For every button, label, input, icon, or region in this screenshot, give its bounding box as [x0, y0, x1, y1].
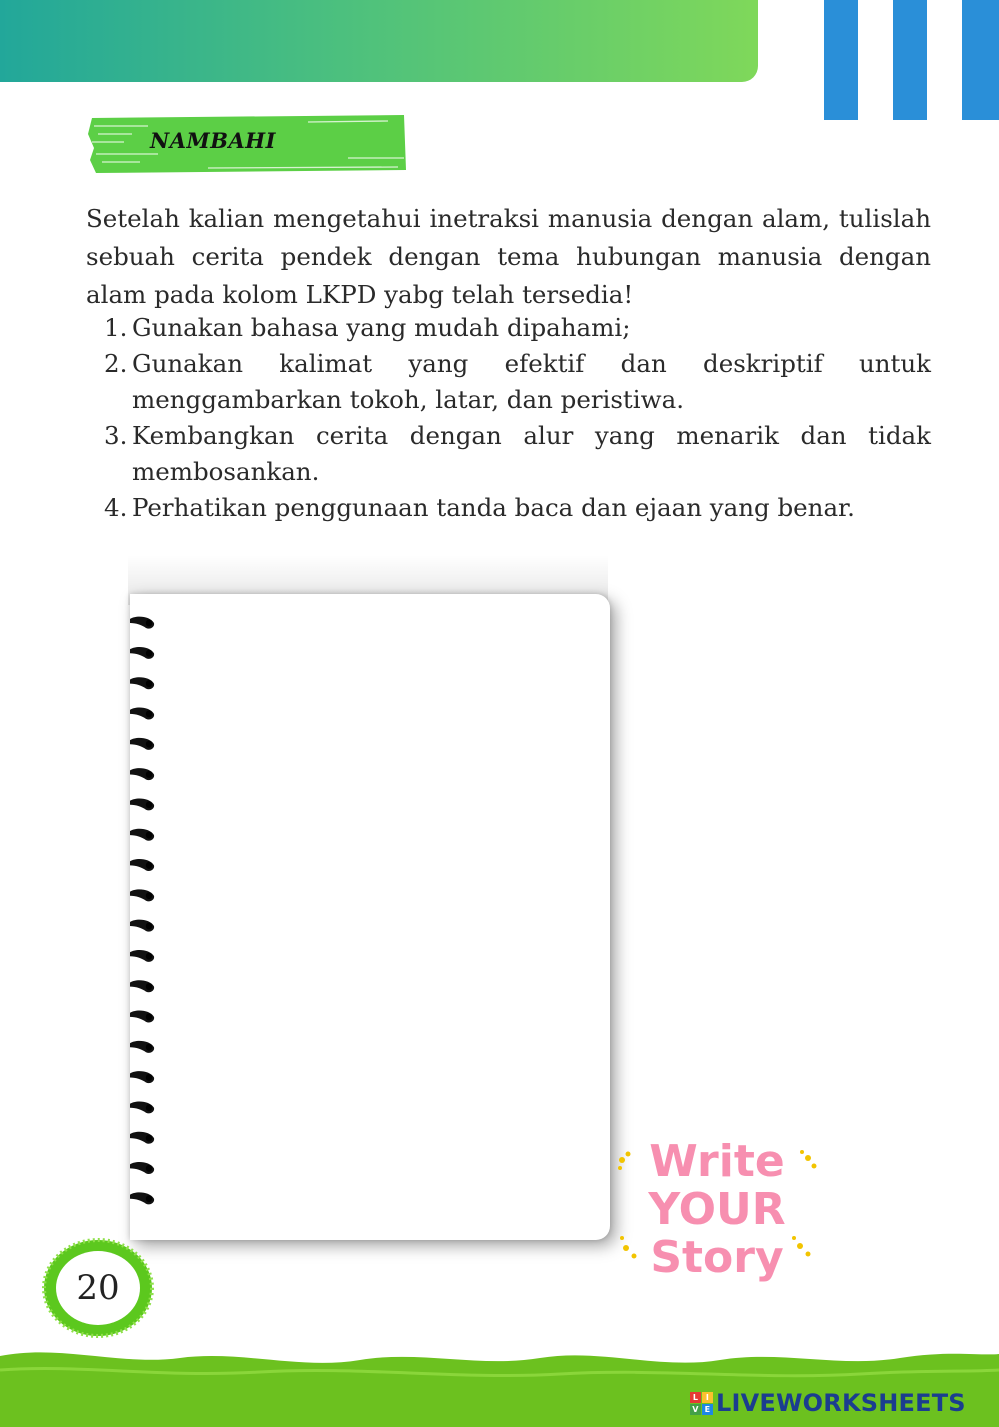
spiral-ring-icon — [130, 617, 154, 629]
spiral-ring-icon — [130, 1132, 154, 1144]
sticker-line-1: Write — [649, 1136, 785, 1187]
sticker-line-2: YOUR — [648, 1184, 786, 1235]
spiral-ring-icon — [130, 677, 154, 689]
spiral-ring-icon — [130, 768, 154, 780]
list-text: Kembangkan cerita dengan alur yang menarik dan tidak membosankan. — [132, 421, 931, 486]
spiral-ring-icon — [130, 1101, 154, 1113]
spiral-ring-icon — [130, 950, 154, 962]
spiral-ring-icon — [130, 738, 154, 750]
list-item — [100, 310, 931, 346]
spiral-ring-icon — [130, 889, 154, 901]
header-band — [0, 0, 758, 82]
spiral-ring-icon — [130, 708, 154, 720]
list-number: 3. — [104, 421, 128, 450]
spiral-binding-icon — [128, 612, 160, 1212]
list-number: 1. — [104, 313, 128, 342]
spiral-ring-icon — [130, 920, 154, 932]
list-item — [100, 346, 931, 418]
spiral-ring-icon — [130, 1011, 154, 1023]
liveworksheets-watermark — [690, 1388, 966, 1418]
list-text: Gunakan bahasa yang mudah dipahami; — [132, 313, 631, 342]
spiral-ring-icon — [130, 829, 154, 841]
list-item — [100, 418, 931, 490]
instruction-list — [100, 310, 931, 526]
spiral-ring-icon — [130, 647, 154, 659]
liveworksheets-logo-icon: L I V E — [690, 1392, 713, 1415]
spiral-ring-icon — [130, 798, 154, 810]
spiral-ring-icon — [130, 1071, 154, 1083]
list-text: Gunakan kalimat yang efektif dan deskriptif untuk menggambarkan tokoh, latar, dan peristiwa. — [132, 349, 931, 414]
spiral-ring-icon — [130, 980, 154, 992]
list-item — [100, 490, 931, 526]
notebook-writing-area[interactable] — [130, 594, 610, 1240]
page-number: 20 — [76, 1268, 120, 1308]
spiral-ring-icon — [130, 859, 154, 871]
blue-stripe — [962, 0, 999, 120]
sticker-line-3: Story — [650, 1232, 784, 1283]
intro-paragraph: Setelah kalian mengetahui inetraksi manusia dengan alam, tulislah sebuah cerita pendek dengan tema hubungan manusia dengan alam pada kolom LKPD yabg telah tersedia! — [86, 204, 931, 309]
list-text: Perhatikan penggunaan tanda baca dan ejaan yang benar. — [132, 493, 855, 522]
section-heading: NAMBAHI — [150, 128, 276, 153]
list-number: 2. — [104, 349, 128, 378]
blue-stripe — [824, 0, 858, 120]
watermark-text: LIVEWORKSHEETS — [716, 1389, 966, 1417]
list-number: 4. — [104, 493, 128, 522]
write-your-story-sticker — [612, 1126, 822, 1286]
spiral-ring-icon — [130, 1041, 154, 1053]
spiral-ring-icon — [130, 1192, 154, 1204]
blue-stripe — [893, 0, 927, 120]
spiral-ring-icon — [130, 1162, 154, 1174]
